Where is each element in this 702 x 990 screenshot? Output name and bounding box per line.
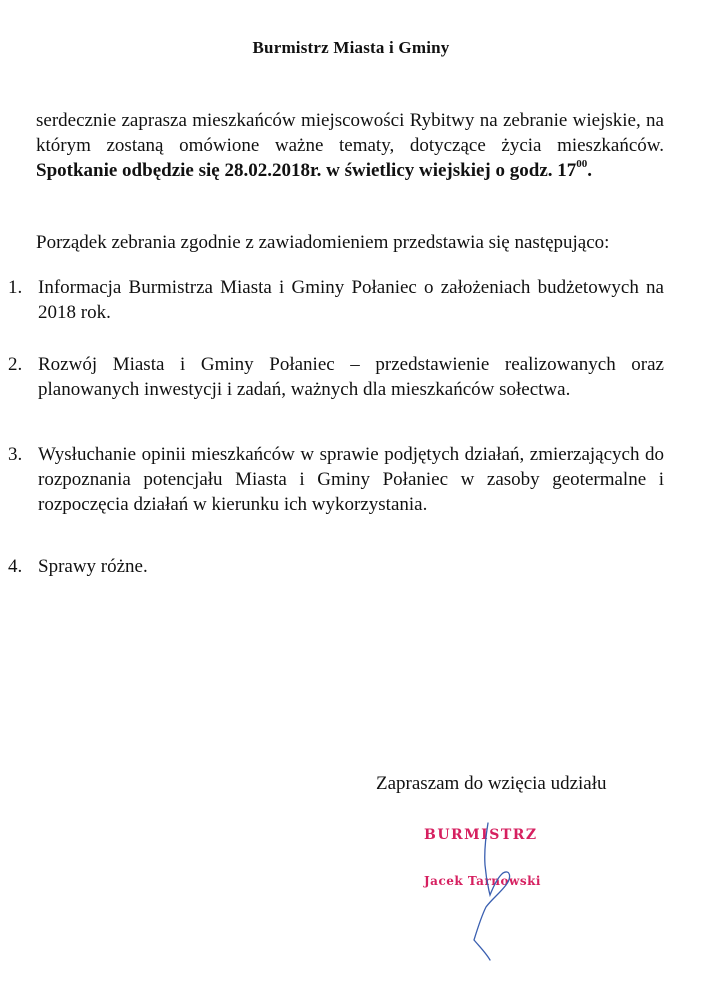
signature-icon — [440, 815, 560, 975]
intro-paragraph — [36, 108, 664, 183]
agenda-item-number: 1. — [8, 277, 23, 298]
agenda-item-number: 4. — [8, 556, 23, 577]
agenda-item-number: 2. — [8, 354, 23, 375]
meeting-details — [36, 157, 593, 181]
agenda-item-text: Wysłuchanie opinii mieszkańców w sprawie podjętych działań, zmierzających do rozpoznania potencjału Miasta i Gminy Połaniec w zasoby geotermalne i rozpoczęcia działań w kierunku ich wykorzystania. — [38, 444, 664, 515]
document-title: Burmistrz Miasta i Gminy — [252, 38, 450, 57]
meeting-details-text: Spotkanie odbędzie się 28.02.2018r. w świetlicy wiejskiej o godz. 17 — [36, 160, 577, 181]
stamp-name: Jacek Tarnowski — [424, 874, 541, 888]
meeting-details-end: . — [587, 160, 593, 181]
closing-line: Zapraszam do wzięcia udziału — [376, 773, 607, 794]
agenda-item-text: Rozwój Miasta i Gminy Połaniec – przedstawienie realizowanych oraz planowanych inwestycji i zadań, ważnych dla mieszkańców sołectwa. — [38, 354, 664, 400]
agenda-item-text: Informacja Burmistrza Miasta i Gminy Połaniec o założeniach budżetowych na 2018 rok. — [38, 277, 664, 323]
agenda-item-number: 3. — [8, 444, 23, 465]
meeting-time-minutes: 00 — [576, 157, 588, 170]
intro-text: serdecznie zaprasza mieszkańców miejscowości Rybitwy na zebranie wiejskie, na którym zostaną omówione ważne tematy, dotyczące życia mieszkańców. — [36, 110, 664, 156]
stamp-title: BURMISTRZ — [424, 827, 538, 843]
agenda-item-text: Sprawy różne. — [38, 556, 148, 577]
agenda-intro: Porządek zebrania zgodnie z zawiadomieniem przedstawia się następująco: — [36, 232, 610, 253]
